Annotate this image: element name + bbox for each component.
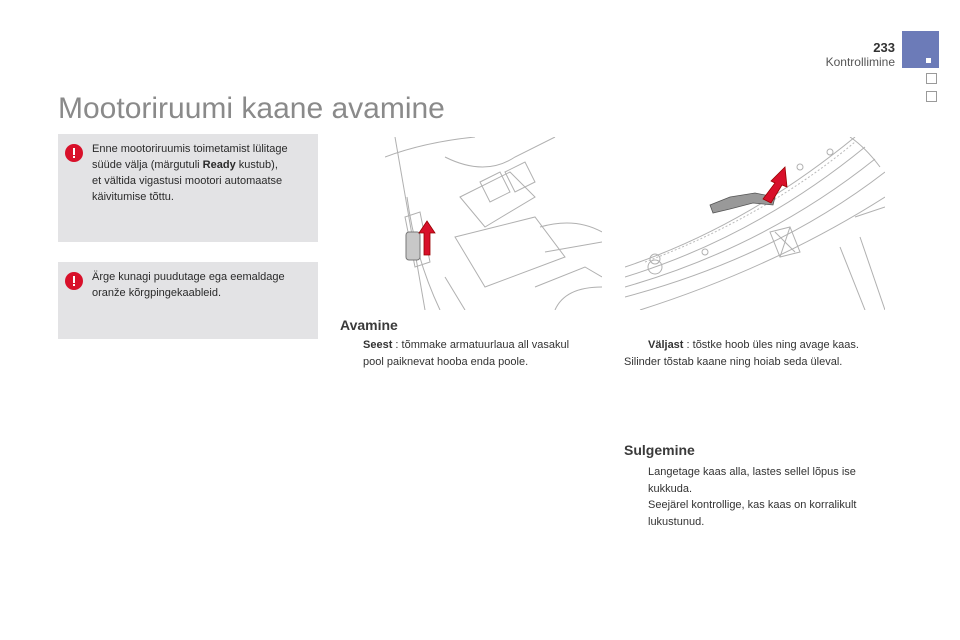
- section-label: Kontrollimine: [825, 55, 895, 69]
- warning-text: Enne mootoriruumis toimetamist lülitage süüde välja (märgutuli Ready kustub), et vältida vigastusi mootori automaatse käivitumise tõttu.: [92, 143, 288, 203]
- warning-box-cables: [58, 262, 318, 339]
- exterior-lever-illustration: [625, 137, 885, 310]
- page-number: 233: [873, 40, 895, 55]
- lever-handle: [406, 232, 420, 260]
- warning-box-ignition: [58, 134, 318, 242]
- tab-square-1: [926, 73, 937, 84]
- sulgemine-step-1: Langetage kaas alla, lastes sellel lõpus ise kukkuda.: [648, 466, 856, 495]
- warning-icon: [65, 144, 83, 162]
- warning-icon: [65, 272, 83, 290]
- tab-square-2: [926, 91, 937, 102]
- page-title: Mootoriruumi kaane avamine: [58, 92, 445, 125]
- avamine-outside-line2: Silinder tõstab kaane ning hoiab seda üleval.: [624, 356, 843, 368]
- tab-marker: [926, 58, 931, 63]
- pull-arrow-icon: [419, 221, 435, 255]
- avamine-inside-text: Seest : tõmmake armatuurlaua all vasakul pool paiknevat hooba enda poole.: [363, 339, 570, 368]
- section-tab: [902, 31, 939, 68]
- heading-sulgemine: Sulgemine: [624, 442, 695, 458]
- interior-lever-illustration: [385, 137, 602, 310]
- warning-text: Ärge kunagi puudutage ega eemaldage oranže kõrgpingekaableid.: [92, 271, 285, 299]
- sulgemine-step-2: Seejärel kontrollige, kas kaas on korralikult lukustunud.: [648, 499, 857, 528]
- avamine-outside-line1: Väljast : tõstke hoob üles ning avage kaas.: [648, 339, 859, 351]
- interior-lever-drawing: [385, 137, 602, 310]
- exterior-lever-drawing: [625, 137, 885, 310]
- heading-avamine: Avamine: [340, 317, 398, 333]
